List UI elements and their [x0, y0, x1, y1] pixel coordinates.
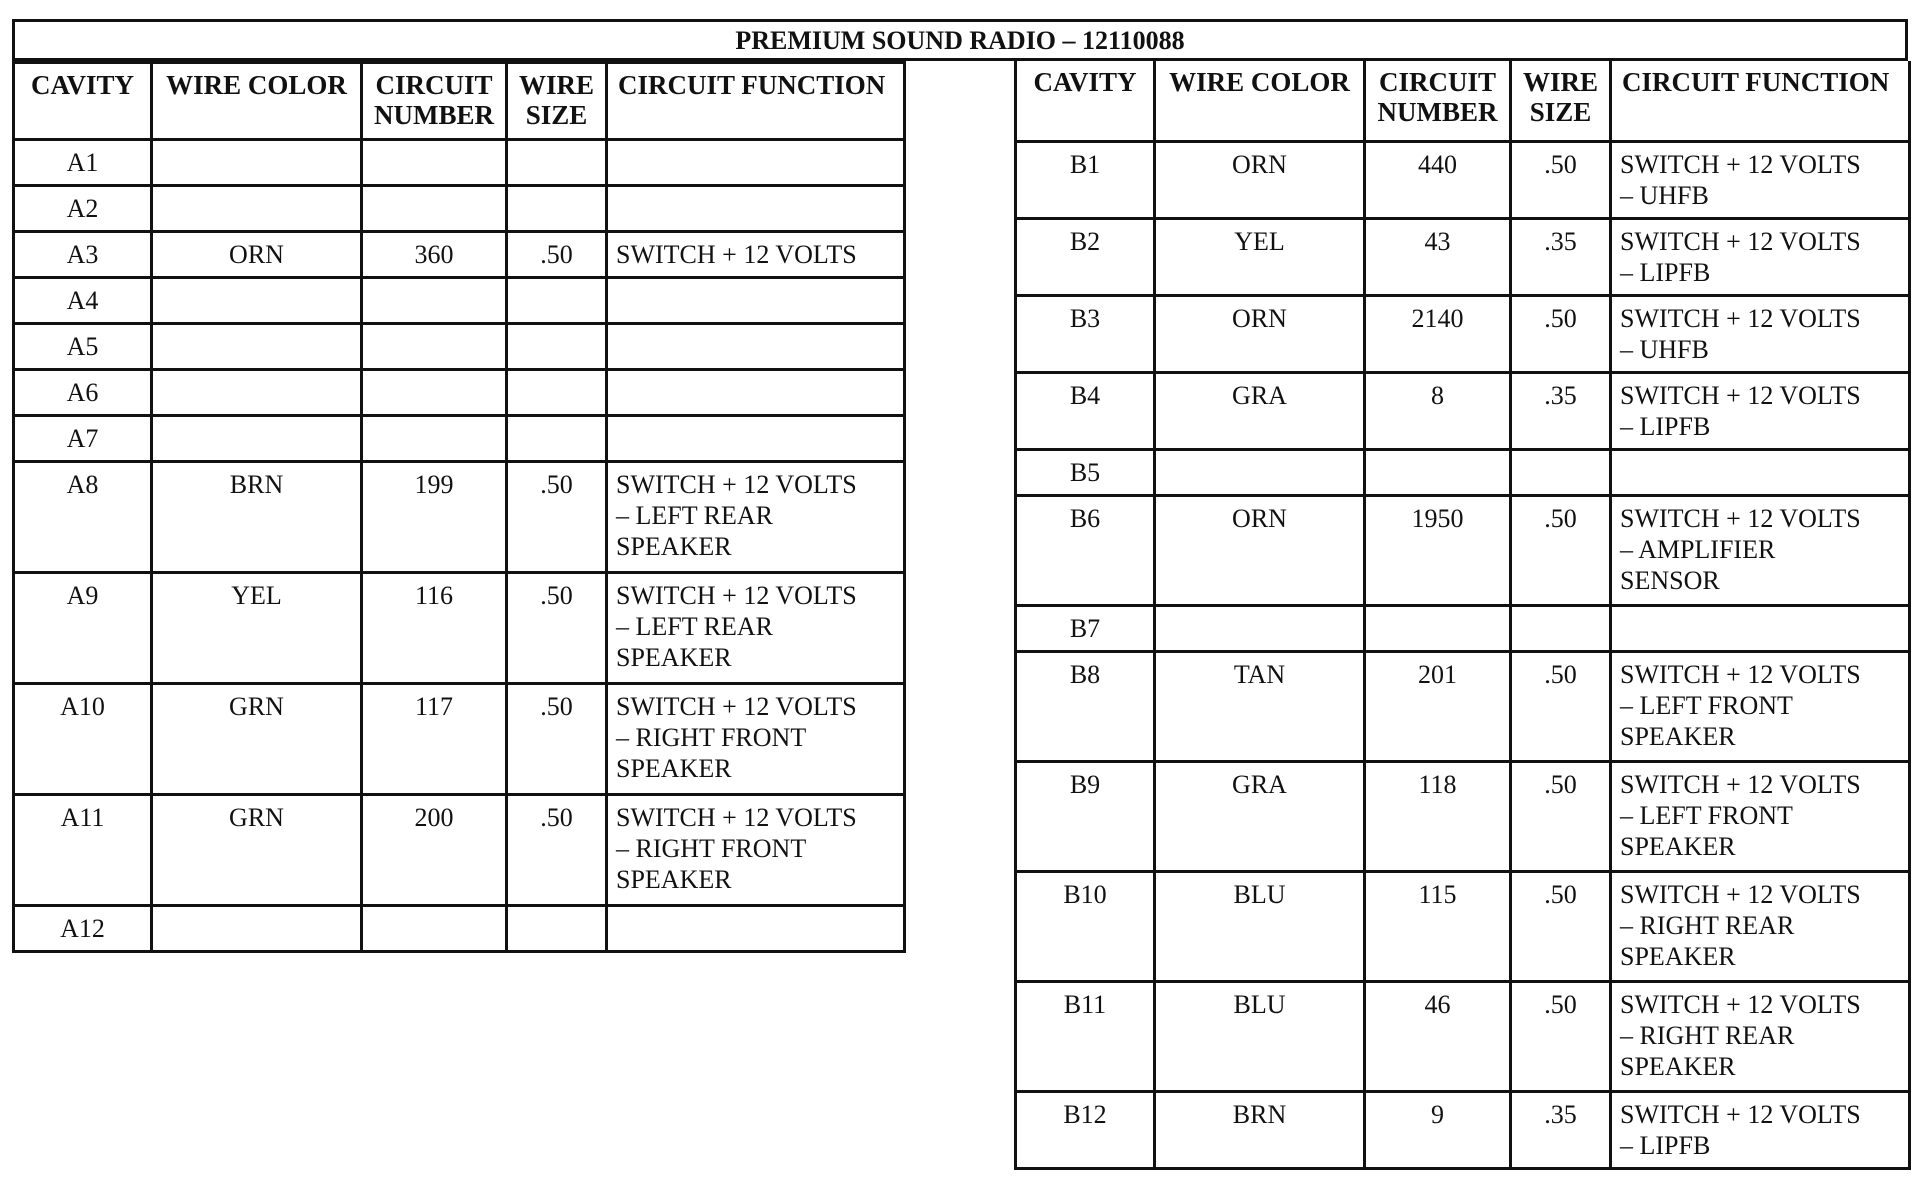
header-wire-color: WIRE COLOR	[1155, 61, 1365, 141]
circuit-number-cell	[362, 906, 507, 952]
wire-size-cell: .35	[1511, 218, 1611, 295]
circuit-number-cell	[362, 370, 507, 416]
circuit-function-cell	[1611, 372, 1910, 449]
wire-size-cell	[507, 906, 607, 952]
wire-color-cell	[1155, 605, 1365, 651]
table-row	[1016, 495, 1910, 605]
circuit-function-cell	[607, 370, 905, 416]
circuit-function-line: – RIGHT FRONT	[616, 834, 807, 863]
header-circuit-number-line2: NUMBER	[374, 100, 494, 130]
table-row	[1016, 218, 1910, 295]
cavity-cell: A7	[14, 416, 152, 462]
circuit-function-line: SWITCH + 12 VOLTS	[1620, 380, 1861, 410]
cavity-cell: B3	[1016, 295, 1155, 372]
wire-size-cell: .50	[1511, 761, 1611, 871]
cavity-cell: B11	[1016, 981, 1155, 1091]
table-row	[14, 186, 905, 232]
wire-size-cell: .50	[507, 573, 607, 684]
header-cavity: CAVITY	[1016, 61, 1155, 141]
circuit-function-line: SPEAKER	[1620, 941, 1736, 971]
table-row	[14, 906, 905, 952]
circuit-function-cell	[1611, 605, 1910, 651]
header-wire-size-line2: SIZE	[525, 100, 588, 130]
wire-size-cell	[1511, 449, 1611, 495]
wire-size-cell: .50	[507, 462, 607, 573]
wire-color-cell: BLU	[1155, 981, 1365, 1091]
circuit-number-cell: 201	[1365, 651, 1511, 761]
circuit-function-line: SWITCH + 12 VOLTS	[1620, 226, 1861, 256]
table-row	[1016, 372, 1910, 449]
circuit-function-line: SWITCH + 12 VOLTS	[1620, 149, 1861, 179]
circuit-function-line: – RIGHT REAR	[1620, 910, 1795, 940]
wire-size-cell: .50	[507, 684, 607, 795]
table-row	[1016, 981, 1910, 1091]
circuit-function-line: SWITCH + 12 VOLTS	[616, 470, 857, 499]
circuit-number-cell: 1950	[1365, 495, 1511, 605]
cavity-cell: A9	[14, 573, 152, 684]
cavity-cell: B5	[1016, 449, 1155, 495]
wire-size-cell: .35	[1511, 1091, 1611, 1168]
cavity-cell: B12	[1016, 1091, 1155, 1168]
header-wire-size	[507, 63, 607, 140]
circuit-number-cell	[362, 278, 507, 324]
circuit-function-cell	[607, 462, 905, 573]
circuit-function-line: SPEAKER	[1620, 831, 1736, 861]
circuit-function-cell	[607, 140, 905, 186]
table-a-body	[14, 140, 905, 952]
circuit-function-line: – UHFB	[1620, 180, 1709, 210]
wire-size-cell: .50	[1511, 295, 1611, 372]
circuit-function-line: SWITCH + 12 VOLTS	[616, 803, 857, 832]
circuit-function-line: SPEAKER	[616, 754, 732, 783]
wire-color-cell	[152, 370, 362, 416]
cavity-cell: B10	[1016, 871, 1155, 981]
circuit-number-cell: 46	[1365, 981, 1511, 1091]
circuit-number-cell	[362, 324, 507, 370]
table-row	[1016, 449, 1910, 495]
header-row	[14, 63, 905, 140]
circuit-function-line: – LIPFB	[1620, 1130, 1711, 1160]
wire-color-cell: BLU	[1155, 871, 1365, 981]
wire-size-cell: .35	[1511, 372, 1611, 449]
circuit-function-cell	[607, 684, 905, 795]
wire-color-cell	[152, 906, 362, 952]
circuit-function-cell	[1611, 449, 1910, 495]
circuit-function-line: – AMPLIFIER	[1620, 534, 1776, 564]
circuit-number-cell	[362, 140, 507, 186]
cavity-cell: A3	[14, 232, 152, 278]
circuit-function-line: SPEAKER	[1620, 1051, 1736, 1081]
header-wire-size-line1: WIRE	[518, 70, 594, 100]
wire-color-cell: YEL	[152, 573, 362, 684]
header-cavity: CAVITY	[14, 63, 152, 140]
wire-color-cell	[152, 324, 362, 370]
circuit-function-cell	[1611, 295, 1910, 372]
cavity-cell: B8	[1016, 651, 1155, 761]
wire-size-cell: .50	[507, 232, 607, 278]
header-circuit-function: CIRCUIT FUNCTION	[607, 63, 905, 140]
circuit-function-line: SWITCH + 12 VOLTS	[616, 692, 857, 721]
wire-size-cell	[507, 416, 607, 462]
circuit-function-cell	[1611, 1091, 1910, 1168]
table-row	[1016, 761, 1910, 871]
circuit-number-cell: 440	[1365, 141, 1511, 218]
wire-color-cell: BRN	[152, 462, 362, 573]
wire-size-cell	[507, 186, 607, 232]
circuit-function-line: SWITCH + 12 VOLTS	[616, 581, 857, 610]
cavity-cell: A12	[14, 906, 152, 952]
table-row	[14, 324, 905, 370]
circuit-number-cell	[362, 416, 507, 462]
wire-color-cell: ORN	[1155, 141, 1365, 218]
circuit-function-line: SWITCH + 12 VOLTS	[1620, 769, 1861, 799]
page-title: PREMIUM SOUND RADIO – 12110088	[12, 19, 1908, 61]
circuit-number-cell	[362, 186, 507, 232]
wire-size-cell: .50	[1511, 141, 1611, 218]
wire-color-cell: GRA	[1155, 372, 1365, 449]
circuit-number-cell: 43	[1365, 218, 1511, 295]
table-row	[1016, 1091, 1910, 1168]
circuit-function-line: SWITCH + 12 VOLTS	[1620, 879, 1861, 909]
circuit-number-cell: 199	[362, 462, 507, 573]
cavity-cell: B2	[1016, 218, 1155, 295]
wire-size-cell	[507, 278, 607, 324]
circuit-function-line: SWITCH + 12 VOLTS	[1620, 989, 1861, 1019]
circuit-function-line: SPEAKER	[616, 532, 732, 561]
cavity-cell: A8	[14, 462, 152, 573]
wire-color-cell: BRN	[1155, 1091, 1365, 1168]
table-row	[1016, 295, 1910, 372]
circuit-number-cell	[1365, 449, 1511, 495]
header-wire-size-line2: SIZE	[1529, 97, 1592, 127]
table-row	[1016, 871, 1910, 981]
circuit-function-cell	[1611, 871, 1910, 981]
cavity-cell: A2	[14, 186, 152, 232]
wire-color-cell: YEL	[1155, 218, 1365, 295]
cavity-cell: B7	[1016, 605, 1155, 651]
circuit-function-line: – LEFT REAR	[616, 501, 773, 530]
wire-color-cell	[152, 416, 362, 462]
cavity-cell: A10	[14, 684, 152, 795]
circuit-function-cell	[1611, 761, 1910, 871]
circuit-number-cell: 360	[362, 232, 507, 278]
wire-color-cell: ORN	[152, 232, 362, 278]
circuit-function-line: – RIGHT REAR	[1620, 1020, 1795, 1050]
circuit-number-cell: 200	[362, 795, 507, 906]
circuit-function-line: SWITCH + 12 VOLTS	[1620, 1099, 1861, 1129]
table-row	[14, 573, 905, 684]
circuit-function-line: – LIPFB	[1620, 411, 1711, 441]
circuit-function-cell	[607, 906, 905, 952]
circuit-function-cell	[607, 186, 905, 232]
wire-size-cell: .50	[1511, 981, 1611, 1091]
table-row	[14, 684, 905, 795]
table-row	[14, 416, 905, 462]
table-row	[14, 232, 905, 278]
circuit-function-line: SWITCH + 12 VOLTS	[1620, 659, 1861, 689]
circuit-function-line: – LEFT FRONT	[1620, 690, 1793, 720]
wire-size-cell	[507, 370, 607, 416]
table-row	[14, 370, 905, 416]
cavity-cell: A4	[14, 278, 152, 324]
header-circuit-number-line1: CIRCUIT	[375, 70, 493, 100]
header-wire-size-line1: WIRE	[1522, 67, 1598, 97]
wire-color-cell: GRN	[152, 684, 362, 795]
circuit-number-cell: 2140	[1365, 295, 1511, 372]
cavity-cell: A5	[14, 324, 152, 370]
header-wire-color: WIRE COLOR	[152, 63, 362, 140]
header-circuit-number	[1365, 61, 1511, 141]
table-row	[14, 278, 905, 324]
wire-color-cell: ORN	[1155, 295, 1365, 372]
circuit-function-cell	[607, 278, 905, 324]
wire-size-cell: .50	[1511, 651, 1611, 761]
circuit-function-cell	[1611, 141, 1910, 218]
cavity-cell: A11	[14, 795, 152, 906]
cavity-cell: B9	[1016, 761, 1155, 871]
table-row	[14, 795, 905, 906]
header-wire-size	[1511, 61, 1611, 141]
circuit-function-line: SWITCH + 12 VOLTS	[616, 240, 857, 269]
wire-size-cell: .50	[507, 795, 607, 906]
circuit-number-cell: 118	[1365, 761, 1511, 871]
wire-color-cell: TAN	[1155, 651, 1365, 761]
circuit-function-line: – RIGHT FRONT	[616, 723, 807, 752]
circuit-function-cell	[607, 324, 905, 370]
connector-table-a	[12, 61, 906, 953]
wire-color-cell	[152, 278, 362, 324]
table-row	[1016, 605, 1910, 651]
circuit-function-line: SENSOR	[1620, 565, 1720, 595]
circuit-function-cell	[1611, 651, 1910, 761]
circuit-function-line: SWITCH + 12 VOLTS	[1620, 503, 1861, 533]
circuit-function-line: – LEFT FRONT	[1620, 800, 1793, 830]
cavity-cell: B6	[1016, 495, 1155, 605]
header-circuit-number-line2: NUMBER	[1377, 97, 1498, 127]
cavity-cell: A1	[14, 140, 152, 186]
wire-color-cell	[1155, 449, 1365, 495]
wire-color-cell: GRA	[1155, 761, 1365, 871]
circuit-number-cell: 117	[362, 684, 507, 795]
table-row	[14, 140, 905, 186]
header-circuit-function: CIRCUIT FUNCTION	[1611, 61, 1910, 141]
table-row	[1016, 651, 1910, 761]
wire-size-cell: .50	[1511, 871, 1611, 981]
wire-color-cell	[152, 186, 362, 232]
table-row	[14, 462, 905, 573]
circuit-function-cell	[1611, 981, 1910, 1091]
header-circuit-number-line1: CIRCUIT	[1378, 67, 1497, 97]
circuit-function-line: – UHFB	[1620, 334, 1709, 364]
circuit-function-line: SWITCH + 12 VOLTS	[1620, 303, 1861, 333]
circuit-function-line: – LIPFB	[1620, 257, 1711, 287]
table-row	[1016, 141, 1910, 218]
connector-table-b	[1014, 61, 1911, 1170]
wire-color-cell	[152, 140, 362, 186]
wire-color-cell: GRN	[152, 795, 362, 906]
cavity-cell: A6	[14, 370, 152, 416]
circuit-number-cell: 115	[1365, 871, 1511, 981]
circuit-function-cell	[607, 232, 905, 278]
header-circuit-number	[362, 63, 507, 140]
circuit-function-cell	[607, 416, 905, 462]
wire-size-cell	[1511, 605, 1611, 651]
table-b-body	[1016, 141, 1910, 1168]
circuit-function-line: SPEAKER	[616, 643, 732, 672]
wire-size-cell: .50	[1511, 495, 1611, 605]
circuit-function-cell	[607, 573, 905, 684]
cavity-cell: B1	[1016, 141, 1155, 218]
circuit-function-cell	[1611, 218, 1910, 295]
cavity-cell: B4	[1016, 372, 1155, 449]
circuit-function-line: SPEAKER	[1620, 721, 1736, 751]
wire-size-cell	[507, 324, 607, 370]
circuit-function-line: – LEFT REAR	[616, 612, 773, 641]
circuit-number-cell	[1365, 605, 1511, 651]
wire-size-cell	[507, 140, 607, 186]
circuit-number-cell: 8	[1365, 372, 1511, 449]
circuit-function-line: SPEAKER	[616, 865, 732, 894]
header-row	[1016, 61, 1910, 141]
circuit-number-cell: 116	[362, 573, 507, 684]
circuit-number-cell: 9	[1365, 1091, 1511, 1168]
wire-color-cell: ORN	[1155, 495, 1365, 605]
circuit-function-cell	[1611, 495, 1910, 605]
circuit-function-cell	[607, 795, 905, 906]
